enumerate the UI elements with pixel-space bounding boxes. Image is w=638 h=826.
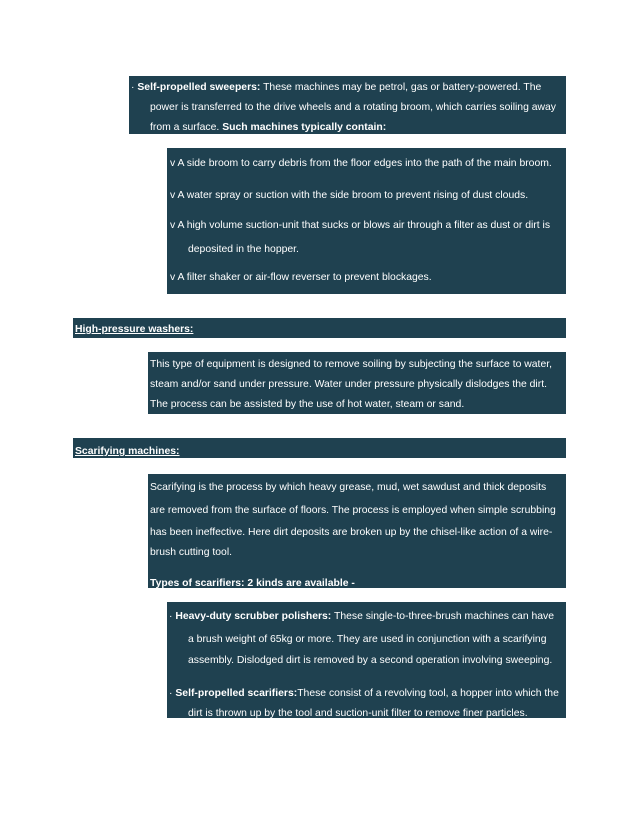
hp-heading: High-pressure washers: — [73, 318, 566, 338]
scarifiers-block — [167, 602, 566, 718]
list-item: · Self-propelled scarifiers:These consist of a revolving tool, a hopper into which the dirt is thrown up by the tool and suction-unit filter to remove finer particles. — [169, 688, 559, 719]
list-item: v A side broom to carry debris from the floor edges into the path of the main broom. — [170, 158, 552, 169]
check-marker-icon: v — [170, 158, 176, 169]
sc-text-block: Scarifying is the process by which heavy grease, mud, wet sawdust and thick deposits are removed from the surface of floors. The process is employed when simple scrubbing has been ineffective. Here dirt deposits are broken up by the chisel-like action of a wire- brush cutting tool. Types of scarifiers: 2 kinds are available - — [148, 474, 566, 588]
sweepers-line1: These machines may be petrol, gas or battery-powered. The — [263, 82, 542, 93]
hp-text-block: This type of equipment is designed to remove soiling by subjecting the surface to water, steam and/or sand under pressure. Water under pressure physically dislodges the dirt. The process can be assisted by the use of hot water, steam or sand. — [148, 352, 566, 414]
sweepers-line3-bold: Such machines typically contain: — [222, 122, 387, 133]
sweepers-title: Self-propelled sweepers: — [137, 82, 261, 93]
list-item: · Heavy-duty scrubber polishers: These single-to-three-brush machines can have a brush weight of 65kg or more. They are used in conjunction with a scarifying assembly. Dislodged dirt is removed by a second operation involving sweeping. — [169, 611, 555, 666]
sweepers-line3-plain: from a surface. — [150, 122, 220, 133]
bullet: · — [131, 82, 135, 93]
bullet: · — [169, 688, 173, 699]
sc-heading: Scarifying machines: — [73, 438, 566, 458]
list-item: v A water spray or suction with the side broom to prevent rising of dust clouds. — [170, 190, 529, 201]
sweepers-line2: power is transferred to the drive wheels and a rotating broom, which carries soiling away — [150, 102, 557, 113]
list-item: v A filter shaker or air-flow reverser to prevent blockages. — [170, 272, 432, 283]
sweeper-items-block — [167, 148, 566, 294]
bullet: · — [169, 611, 173, 622]
sweepers-intro-block — [129, 76, 566, 134]
check-marker-icon: v — [170, 272, 176, 283]
scarifier-types: Types of scarifiers: 2 kinds are available - — [150, 578, 355, 589]
check-marker-icon: v — [170, 220, 176, 231]
list-item: v A high volume suction-unit that sucks or blows air through a filter as dust or dirt is deposited in the hopper. — [170, 220, 551, 255]
check-marker-icon: v — [170, 190, 176, 201]
